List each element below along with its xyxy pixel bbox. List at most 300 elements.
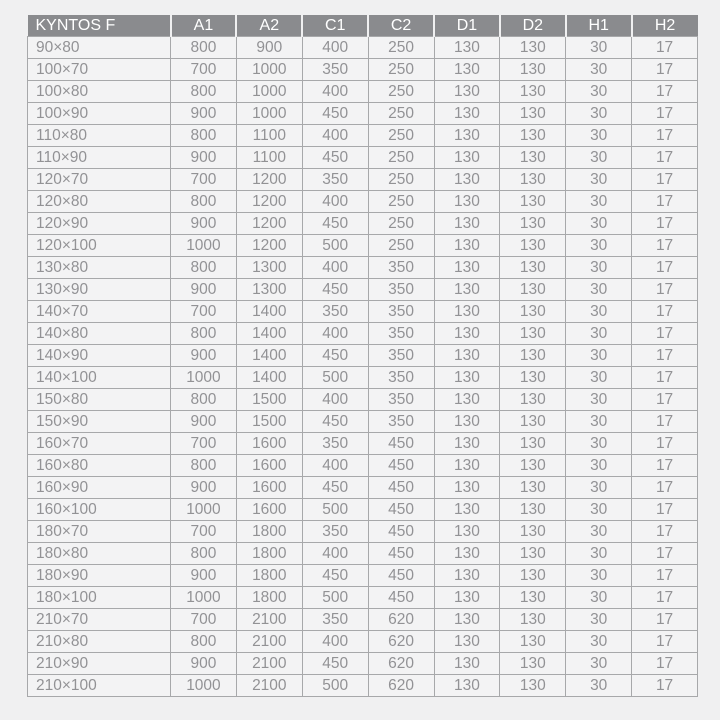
value-cell-a2: 1400 [236,345,302,367]
value-cell-h1: 30 [566,477,632,499]
value-cell-c2: 250 [368,103,434,125]
value-cell-c1: 350 [302,301,368,323]
table-row [28,81,698,103]
value-cell-a1: 800 [171,81,237,103]
column-header-c2: C2 [368,15,434,37]
value-cell-a1: 900 [171,213,237,235]
value-cell-h2: 17 [632,389,698,411]
value-cell-h1: 30 [566,125,632,147]
table-row [28,631,698,653]
value-cell-c1: 450 [302,477,368,499]
value-cell-a2: 1600 [236,477,302,499]
value-cell-a2: 1000 [236,59,302,81]
value-cell-d2: 130 [500,37,566,59]
value-cell-d1: 130 [434,543,500,565]
value-cell-a1: 1000 [171,367,237,389]
column-header-a2: A2 [236,15,302,37]
table-row [28,455,698,477]
size-cell: 180×100 [28,587,171,609]
value-cell-h2: 17 [632,345,698,367]
size-cell: 120×100 [28,235,171,257]
table-row [28,565,698,587]
value-cell-c2: 350 [368,301,434,323]
value-cell-a2: 900 [236,37,302,59]
table-row [28,433,698,455]
table-row [28,103,698,125]
value-cell-c2: 350 [368,389,434,411]
value-cell-c2: 620 [368,675,434,697]
value-cell-c1: 400 [302,323,368,345]
value-cell-d2: 130 [500,411,566,433]
value-cell-c2: 350 [368,323,434,345]
value-cell-a2: 1200 [236,169,302,191]
value-cell-h1: 30 [566,81,632,103]
value-cell-a1: 900 [171,279,237,301]
spec-table-container [27,15,697,697]
value-cell-d1: 130 [434,301,500,323]
value-cell-c2: 250 [368,235,434,257]
size-cell: 100×80 [28,81,171,103]
value-cell-h1: 30 [566,301,632,323]
value-cell-d1: 130 [434,653,500,675]
value-cell-c2: 620 [368,609,434,631]
value-cell-a1: 800 [171,37,237,59]
value-cell-d2: 130 [500,191,566,213]
value-cell-d1: 130 [434,565,500,587]
value-cell-c2: 250 [368,81,434,103]
value-cell-a2: 1400 [236,367,302,389]
size-cell: 180×80 [28,543,171,565]
value-cell-d1: 130 [434,345,500,367]
value-cell-h2: 17 [632,301,698,323]
value-cell-c2: 450 [368,565,434,587]
value-cell-h2: 17 [632,213,698,235]
value-cell-a1: 700 [171,433,237,455]
table-row [28,279,698,301]
value-cell-d1: 130 [434,191,500,213]
value-cell-a1: 800 [171,543,237,565]
value-cell-d1: 130 [434,257,500,279]
value-cell-d1: 130 [434,169,500,191]
value-cell-d2: 130 [500,257,566,279]
value-cell-d2: 130 [500,59,566,81]
value-cell-c1: 400 [302,389,368,411]
value-cell-d1: 130 [434,675,500,697]
value-cell-a1: 1000 [171,587,237,609]
value-cell-d1: 130 [434,587,500,609]
value-cell-d2: 130 [500,367,566,389]
table-row [28,499,698,521]
value-cell-d1: 130 [434,125,500,147]
value-cell-h2: 17 [632,587,698,609]
value-cell-d1: 130 [434,37,500,59]
value-cell-h1: 30 [566,587,632,609]
value-cell-h2: 17 [632,279,698,301]
value-cell-a2: 1600 [236,499,302,521]
value-cell-a2: 2100 [236,609,302,631]
column-header-h1: H1 [566,15,632,37]
value-cell-h1: 30 [566,521,632,543]
value-cell-a1: 1000 [171,235,237,257]
value-cell-h1: 30 [566,675,632,697]
value-cell-a2: 1800 [236,565,302,587]
value-cell-h1: 30 [566,279,632,301]
value-cell-d2: 130 [500,609,566,631]
value-cell-c1: 500 [302,367,368,389]
value-cell-h1: 30 [566,213,632,235]
table-row [28,323,698,345]
size-cell: 140×70 [28,301,171,323]
size-cell: 210×70 [28,609,171,631]
value-cell-a1: 900 [171,411,237,433]
value-cell-c1: 400 [302,257,368,279]
value-cell-c2: 250 [368,147,434,169]
value-cell-c2: 450 [368,433,434,455]
value-cell-c1: 450 [302,147,368,169]
value-cell-h1: 30 [566,257,632,279]
value-cell-a1: 900 [171,653,237,675]
size-cell: 180×90 [28,565,171,587]
size-cell: 150×90 [28,411,171,433]
size-cell: 150×80 [28,389,171,411]
table-row [28,345,698,367]
value-cell-d1: 130 [434,389,500,411]
table-row [28,411,698,433]
value-cell-h1: 30 [566,235,632,257]
value-cell-c1: 500 [302,235,368,257]
value-cell-c1: 350 [302,169,368,191]
column-header-a1: A1 [171,15,237,37]
value-cell-c2: 250 [368,37,434,59]
value-cell-a1: 900 [171,345,237,367]
value-cell-h2: 17 [632,477,698,499]
value-cell-d1: 130 [434,499,500,521]
value-cell-d2: 130 [500,103,566,125]
value-cell-h1: 30 [566,191,632,213]
table-row [28,389,698,411]
value-cell-d1: 130 [434,609,500,631]
value-cell-d2: 130 [500,213,566,235]
size-cell: 210×100 [28,675,171,697]
value-cell-c2: 620 [368,653,434,675]
value-cell-d2: 130 [500,675,566,697]
value-cell-c1: 450 [302,279,368,301]
value-cell-h2: 17 [632,499,698,521]
size-cell: 140×90 [28,345,171,367]
value-cell-h2: 17 [632,653,698,675]
value-cell-a1: 800 [171,455,237,477]
value-cell-c1: 350 [302,59,368,81]
value-cell-a2: 1800 [236,521,302,543]
value-cell-c1: 400 [302,125,368,147]
value-cell-c2: 450 [368,455,434,477]
value-cell-h2: 17 [632,675,698,697]
value-cell-c2: 350 [368,367,434,389]
value-cell-d2: 130 [500,499,566,521]
value-cell-d2: 130 [500,323,566,345]
size-cell: 110×90 [28,147,171,169]
value-cell-c1: 450 [302,345,368,367]
value-cell-a1: 1000 [171,675,237,697]
value-cell-a1: 700 [171,609,237,631]
spec-table-body [28,37,698,697]
value-cell-d2: 130 [500,587,566,609]
value-cell-a1: 700 [171,59,237,81]
value-cell-h1: 30 [566,103,632,125]
value-cell-h2: 17 [632,103,698,125]
value-cell-h2: 17 [632,147,698,169]
value-cell-a1: 700 [171,521,237,543]
value-cell-c2: 450 [368,499,434,521]
value-cell-a2: 1800 [236,587,302,609]
value-cell-c2: 450 [368,521,434,543]
value-cell-c1: 350 [302,433,368,455]
value-cell-a2: 1200 [236,213,302,235]
value-cell-a2: 1500 [236,389,302,411]
header-row [28,15,698,37]
value-cell-d2: 130 [500,235,566,257]
value-cell-d2: 130 [500,389,566,411]
value-cell-c1: 400 [302,37,368,59]
value-cell-d2: 130 [500,125,566,147]
value-cell-h2: 17 [632,631,698,653]
value-cell-a2: 2100 [236,653,302,675]
value-cell-h1: 30 [566,565,632,587]
size-cell: 140×100 [28,367,171,389]
value-cell-d1: 130 [434,103,500,125]
value-cell-h1: 30 [566,389,632,411]
value-cell-h2: 17 [632,455,698,477]
table-row [28,301,698,323]
value-cell-d1: 130 [434,455,500,477]
table-row [28,257,698,279]
table-row [28,125,698,147]
value-cell-d2: 130 [500,169,566,191]
value-cell-c1: 500 [302,499,368,521]
value-cell-h2: 17 [632,235,698,257]
value-cell-a1: 800 [171,257,237,279]
value-cell-d2: 130 [500,345,566,367]
value-cell-d1: 130 [434,279,500,301]
value-cell-a2: 1100 [236,147,302,169]
value-cell-h1: 30 [566,455,632,477]
value-cell-c1: 450 [302,565,368,587]
value-cell-h2: 17 [632,411,698,433]
value-cell-c2: 450 [368,543,434,565]
value-cell-h1: 30 [566,147,632,169]
value-cell-a2: 1400 [236,323,302,345]
value-cell-a2: 1300 [236,279,302,301]
value-cell-c2: 250 [368,169,434,191]
size-cell: 130×80 [28,257,171,279]
value-cell-h1: 30 [566,367,632,389]
value-cell-d1: 130 [434,477,500,499]
value-cell-a2: 1800 [236,543,302,565]
value-cell-h2: 17 [632,37,698,59]
value-cell-h2: 17 [632,543,698,565]
column-header-h2: H2 [632,15,698,37]
value-cell-c1: 350 [302,521,368,543]
value-cell-c1: 500 [302,587,368,609]
value-cell-h2: 17 [632,521,698,543]
value-cell-h1: 30 [566,609,632,631]
table-row [28,587,698,609]
size-cell: 160×80 [28,455,171,477]
value-cell-h2: 17 [632,367,698,389]
spec-table-header [28,15,698,37]
value-cell-a1: 800 [171,191,237,213]
table-row [28,37,698,59]
value-cell-d2: 130 [500,81,566,103]
value-cell-a2: 1300 [236,257,302,279]
value-cell-d2: 130 [500,631,566,653]
table-row [28,675,698,697]
value-cell-d2: 130 [500,521,566,543]
size-cell: 110×80 [28,125,171,147]
value-cell-c1: 500 [302,675,368,697]
value-cell-d1: 130 [434,81,500,103]
table-row [28,59,698,81]
value-cell-a2: 1500 [236,411,302,433]
value-cell-a2: 1100 [236,125,302,147]
size-cell: 180×70 [28,521,171,543]
value-cell-a1: 800 [171,389,237,411]
value-cell-c1: 400 [302,81,368,103]
value-cell-h1: 30 [566,37,632,59]
table-row [28,213,698,235]
size-cell: 90×80 [28,37,171,59]
value-cell-h1: 30 [566,433,632,455]
table-row [28,477,698,499]
size-cell: 160×100 [28,499,171,521]
value-cell-h2: 17 [632,323,698,345]
column-header-kyntos-f: KYNTOS F [28,15,171,37]
value-cell-c2: 250 [368,191,434,213]
column-header-d2: D2 [500,15,566,37]
value-cell-d1: 130 [434,411,500,433]
value-cell-h1: 30 [566,345,632,367]
size-cell: 210×80 [28,631,171,653]
value-cell-h2: 17 [632,59,698,81]
size-cell: 210×90 [28,653,171,675]
value-cell-a1: 900 [171,477,237,499]
value-cell-c2: 450 [368,477,434,499]
value-cell-c1: 400 [302,631,368,653]
value-cell-d2: 130 [500,433,566,455]
table-row [28,543,698,565]
value-cell-c2: 250 [368,59,434,81]
value-cell-c2: 620 [368,631,434,653]
value-cell-a2: 1600 [236,455,302,477]
value-cell-d2: 130 [500,147,566,169]
value-cell-a2: 2100 [236,675,302,697]
value-cell-d1: 130 [434,59,500,81]
size-cell: 120×90 [28,213,171,235]
size-cell: 100×90 [28,103,171,125]
value-cell-d1: 130 [434,235,500,257]
value-cell-a1: 900 [171,147,237,169]
value-cell-c2: 450 [368,587,434,609]
value-cell-a2: 2100 [236,631,302,653]
table-row [28,653,698,675]
value-cell-d1: 130 [434,631,500,653]
table-row [28,191,698,213]
value-cell-a2: 1400 [236,301,302,323]
value-cell-a1: 700 [171,169,237,191]
value-cell-a1: 900 [171,565,237,587]
size-cell: 120×80 [28,191,171,213]
value-cell-c2: 250 [368,213,434,235]
value-cell-a2: 1000 [236,81,302,103]
value-cell-h2: 17 [632,609,698,631]
value-cell-d2: 130 [500,279,566,301]
table-row [28,235,698,257]
spec-table [27,15,698,697]
value-cell-d2: 130 [500,301,566,323]
table-row [28,169,698,191]
value-cell-d1: 130 [434,213,500,235]
size-cell: 140×80 [28,323,171,345]
value-cell-h2: 17 [632,257,698,279]
value-cell-c2: 350 [368,411,434,433]
table-row [28,521,698,543]
value-cell-c1: 350 [302,609,368,631]
column-header-d1: D1 [434,15,500,37]
value-cell-h1: 30 [566,59,632,81]
table-row [28,367,698,389]
value-cell-h2: 17 [632,169,698,191]
value-cell-h2: 17 [632,125,698,147]
table-row [28,609,698,631]
size-cell: 120×70 [28,169,171,191]
value-cell-h1: 30 [566,543,632,565]
value-cell-a2: 1000 [236,103,302,125]
value-cell-d1: 130 [434,521,500,543]
value-cell-c1: 400 [302,543,368,565]
value-cell-h1: 30 [566,169,632,191]
value-cell-a2: 1200 [236,235,302,257]
value-cell-d1: 130 [434,433,500,455]
value-cell-d2: 130 [500,565,566,587]
value-cell-h1: 30 [566,499,632,521]
value-cell-a1: 900 [171,103,237,125]
value-cell-a1: 800 [171,323,237,345]
value-cell-d2: 130 [500,477,566,499]
value-cell-h2: 17 [632,191,698,213]
value-cell-a1: 800 [171,631,237,653]
value-cell-d2: 130 [500,653,566,675]
value-cell-c1: 400 [302,455,368,477]
value-cell-h1: 30 [566,653,632,675]
value-cell-h1: 30 [566,631,632,653]
value-cell-a1: 800 [171,125,237,147]
value-cell-c1: 450 [302,213,368,235]
column-header-c1: C1 [302,15,368,37]
value-cell-a2: 1600 [236,433,302,455]
value-cell-d1: 130 [434,367,500,389]
value-cell-d2: 130 [500,543,566,565]
value-cell-h1: 30 [566,411,632,433]
value-cell-d1: 130 [434,147,500,169]
value-cell-h1: 30 [566,323,632,345]
size-cell: 100×70 [28,59,171,81]
table-row [28,147,698,169]
value-cell-c2: 350 [368,257,434,279]
value-cell-c2: 250 [368,125,434,147]
value-cell-d1: 130 [434,323,500,345]
value-cell-c1: 450 [302,653,368,675]
value-cell-h2: 17 [632,565,698,587]
